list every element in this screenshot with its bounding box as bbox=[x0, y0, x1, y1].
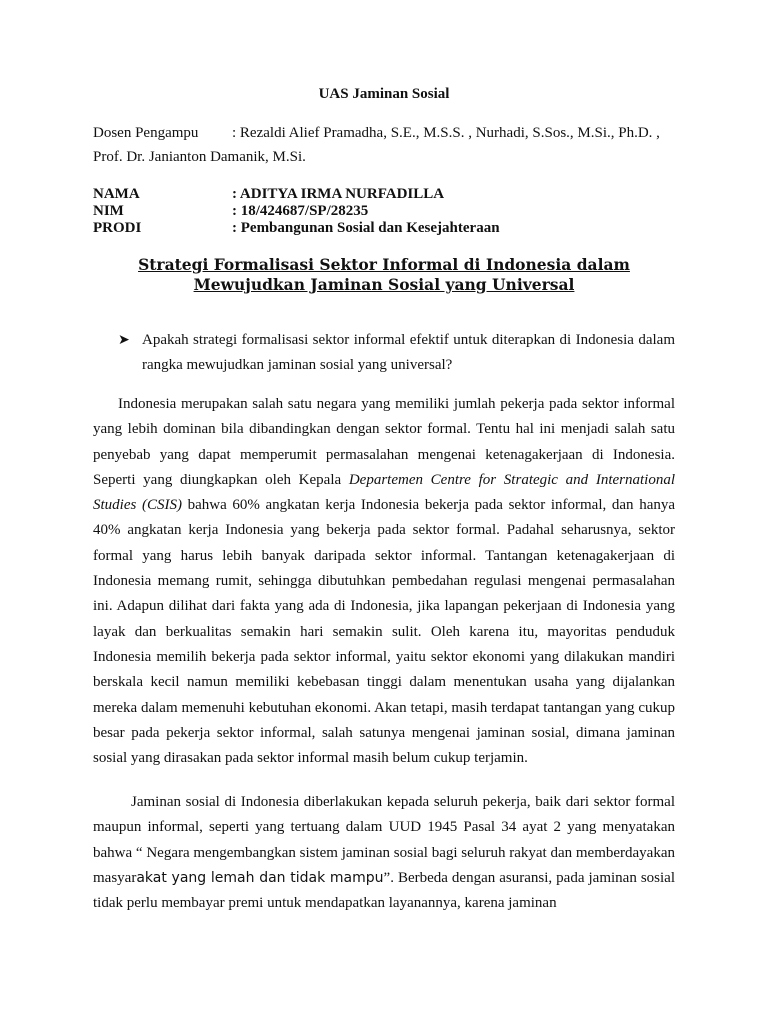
student-nim-label: NIM bbox=[93, 203, 124, 219]
student-name-label: NAMA bbox=[93, 186, 140, 202]
student-identity bbox=[93, 186, 500, 237]
lecturer-value: : Rezaldi Alief Pramadha, S.E., M.S.S. , Nurhadi, S.Sos., M.Si., Ph.D. , bbox=[232, 125, 660, 141]
student-nim-value: : 18/424687/SP/28235 bbox=[232, 203, 369, 219]
body-paragraph-2 bbox=[93, 790, 675, 916]
paragraph-1-italic: Departemen Centre for Strategic and International Studies (CSIS) bbox=[93, 471, 675, 514]
document-title: UAS Jaminan Sosial bbox=[318, 86, 450, 102]
article-heading: Strategi Formalisasi Sektor Informal di Indonesia dalam Mewujudkan Jaminan Sosial yang Universal bbox=[138, 255, 630, 294]
paragraph-1-text-a: Indonesia merupakan salah satu negara yang memiliki jumlah pekerja pada sektor informal yang lebih dominan bila dibandingkan dengan sektor formal. Tentu hal ini menjadi salah satu penyebab yang dapat memperumit permasalahan mengenai ketenagakerjaan di Indonesia. Seperti yang diungkapkan oleh Kepala bbox=[93, 396, 675, 488]
research-question bbox=[118, 328, 675, 378]
lecturer-label: Dosen Pengampu bbox=[93, 125, 199, 141]
arrow-bullet-icon: ➤ bbox=[118, 333, 130, 348]
paragraph-2-text-a: Jaminan sosial di Indonesia diberlakukan kepada seluruh pekerja, baik dari sektor formal maupun informal, seperti yang tertuang dalam UUD 1945 Pasal 34 ayat 2 yang menyatakan bahwa “ Negara mengembangkan sistem jaminan sosial bagi seluruh rakyat dan memberdayakan masyar bbox=[93, 794, 675, 886]
student-prodi-label: PRODI bbox=[93, 220, 142, 236]
student-name-row bbox=[93, 186, 500, 203]
paragraph-2-text-b: ”. Berbeda dengan asuransi, pada jaminan sosial tidak perlu membayar premi untuk mendapatkan layanannya, karena jaminan bbox=[93, 869, 675, 912]
body-paragraph-1 bbox=[93, 392, 675, 771]
paragraph-2-quote-end: akat yang lemah dan tidak mampu bbox=[136, 869, 384, 886]
lecturer-value-continued: Prof. Dr. Janianton Damanik, M.Si. bbox=[93, 149, 306, 165]
student-name-value: : ADITYA IRMA NURFADILLA bbox=[232, 186, 445, 202]
paragraph-1-text-b: bahwa 60% angkatan kerja Indonesia bekerja pada sektor informal, dan hanya 40% angkatan kerja Indonesia yang bekerja pada sektor formal. Padahal seharusnya, sektor formal yang harus lebih banyak daripada sektor informal. Tantangan ketenagakerjaan di Indonesia memang rumit, sehingga dibutuhkan pembedahan regulasi mengenai permasalahan ini. Adapun dilihat dari fakta yang ada di Indonesia, jika lapangan pekerjaan di Indonesia yang layak dan berkualitas semakin hari semakin sulit. Oleh karena itu, mayoritas penduduk Indonesia memilih bekerja pada sektor informal, yaitu sektor ekonomi yang dilakukan mandiri berskala kecil namun memiliki kebebasan tinggi dalam menentukan usaha yang dijalankan mereka dalam memenuhi kebutuhan ekonomi. Akan tetapi, masih terdapat tantangan yang cukup besar pada pekerja sektor informal, salah satunya mengenai jaminan sosial, dimana jaminan sosial yang dirasakan pada sektor informal masih belum cukup terjamin. bbox=[93, 497, 676, 767]
lecturer-row bbox=[93, 124, 660, 142]
student-nim-row bbox=[93, 203, 500, 220]
student-prodi-row bbox=[93, 220, 500, 237]
student-prodi-value: : Pembangunan Sosial dan Kesejahteraan bbox=[232, 220, 500, 236]
research-question-text: Apakah strategi formalisasi sektor informal efektif untuk diterapkan di Indonesia dalam rangka mewujudkan jaminan sosial yang universal? bbox=[142, 332, 675, 373]
